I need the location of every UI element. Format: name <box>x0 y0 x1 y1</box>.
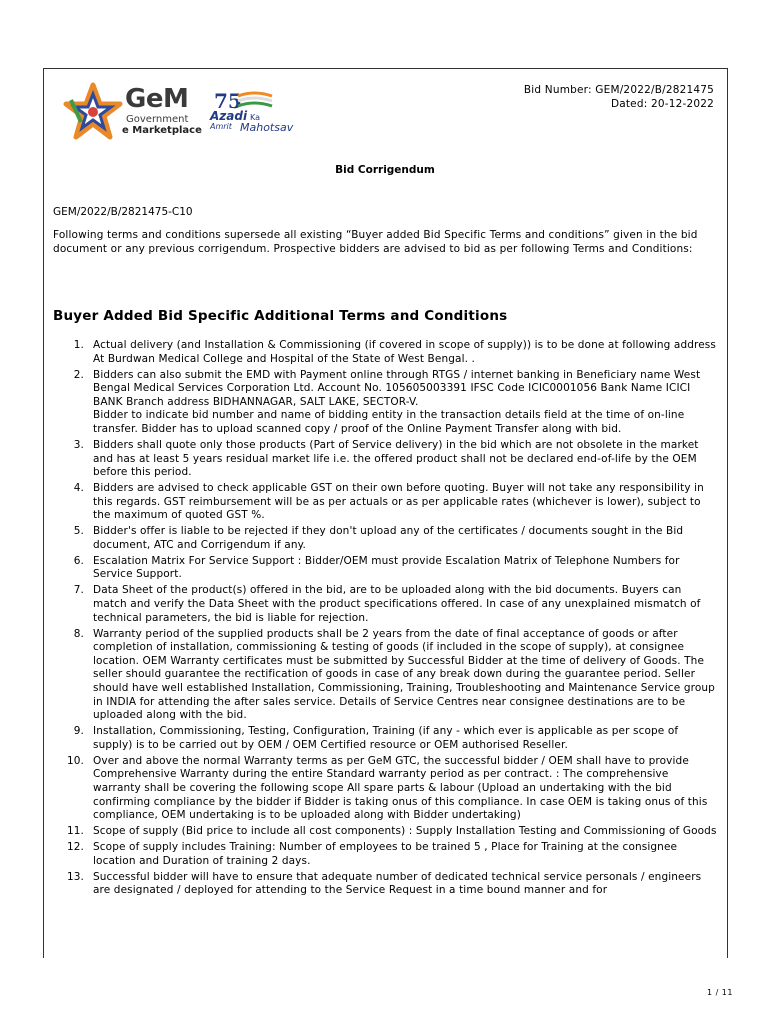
mahotsav-text: Mahotsav <box>240 121 294 134</box>
gem-logo-title: GeM <box>125 84 189 114</box>
term-text: Bidder's offer is liable to be rejected if they don't upload any of the certificates / documents sought in the Bid document, ATC and Corrigendum if any. <box>93 525 684 551</box>
azadi-ka-amrit-mahotsav-logo <box>210 90 320 138</box>
bid-header <box>524 83 714 111</box>
bid-date: Dated: 20-12-2022 <box>610 98 714 110</box>
term-number: 10. <box>66 754 84 767</box>
term-item <box>53 555 717 582</box>
gem-star-icon <box>63 82 123 142</box>
term-item <box>53 369 717 437</box>
term-item <box>53 628 717 723</box>
term-item <box>53 439 717 480</box>
term-text: Actual delivery (and Installation & Commissioning (if covered in scope of supply)) is to be done at following address At Burdwan Medical College and Hospital of the State of West Bengal. . <box>93 339 716 365</box>
term-text: Bidders are advised to check applicable GST on their own before quoting. Buyer will not take any responsibility in this regards. GST reimbursement will be as per actuals or as per applicable rates (whichever is lower), subject to the maximum of quoted GST %. <box>93 482 704 522</box>
term-text: Escalation Matrix For Service Support : Bidder/OEM must provide Escalation Matrix of Telephone Numbers for Service Support. <box>93 554 680 581</box>
term-item <box>53 755 717 823</box>
azadi-text: Azadi <box>210 109 248 123</box>
document-title: Bid Corrigendum <box>335 164 435 176</box>
term-text: Bidders can also submit the EMD with Payment online through RTGS / internet banking in Beneficiary name West Bengal Medical Services Corporation Ltd. Account No. 105605003391 IFSC Code ICIC0001056 Bank Name ICICI BANK Branch address BIDHANNAGAR, SALT LAKE, SECTOR-V. Bidder to indicate bid number and name of bidding entity in the transaction details field at the time of on-line transfer. Bidder has to upload scanned copy / proof of the Online Payment Transfer along with bid. <box>93 368 701 435</box>
gem-logo-line1: Government <box>126 114 189 125</box>
terms-list <box>53 339 717 900</box>
term-number: 2. <box>73 368 84 381</box>
term-text: Scope of supply (Bid price to include all cost components) : Supply Installation Testing and Commissioning of Goods <box>93 825 717 838</box>
amrit-text: Amrit <box>210 122 232 131</box>
corrigendum-reference: GEM/2022/B/2821475-C10 <box>53 206 193 218</box>
term-item <box>53 841 717 868</box>
term-number: 12. <box>66 841 84 854</box>
term-item <box>53 339 717 366</box>
term-number: 9. <box>73 725 84 738</box>
term-number: 11. <box>66 825 84 838</box>
term-text: Successful bidder will have to ensure that adequate number of dedicated technical service personals / engineers are designated / deployed for attending to the Service Request in a time bound manner and for <box>93 870 702 897</box>
gem-logo <box>63 82 203 142</box>
term-text: Scope of supply includes Training: Number of employees to be trained 5 , Place for Training at the consignee location and Duration of training 2 days. <box>93 841 678 867</box>
term-text: Over and above the normal Warranty terms as per GeM GTC, the successful bidder / OEM shall have to provide Comprehensive Warranty during the entire Standard warranty period as per contract. : The comprehensive warranty shall be covering the following scope All spare parts & labour (Upload an undertaking with the bid confirming compliance by the bidder if Bidder is taking onus of this compliance. In case OEM is taking onus of this compliance, OEM undertaking is to be uploaded along with Bidder undertaking) <box>93 754 708 822</box>
term-text: Warranty period of the supplied products shall be 2 years from the date of final acceptance of goods or after completion of installation, commissioning & testing of goods (if included in the scope of supply), at consignee location. OEM Warranty certificates must be submitted by Successful Bidder at the time of delivery of Goods. The seller should guarantee the rectification of goods in case of any break down during the guarantee period. Seller should have well established Installation, Commissioning, Training, Troubleshooting and Maintenance Service group in INDIA for attending the after sales service. Details of Service Centres near consignee destinations are to be uploaded along with the bid. <box>93 627 715 722</box>
term-text: Data Sheet of the product(s) offered in the bid, are to be uploaded along with the bid documents. Buyers can match and verify the Data Sheet with the product specifications offered. In case of any unexplained mismatch of technical parameters, the bid is liable for rejection. <box>93 584 701 624</box>
term-item <box>53 525 717 552</box>
term-number: 5. <box>73 525 84 538</box>
term-item <box>53 825 717 839</box>
intro-paragraph: Following terms and conditions supersede all existing “Buyer added Bid Specific Terms and conditions” given in the bid document or any previous corrigendum. Prospective bidders are advised to bid as per following Terms and Conditions: <box>53 229 698 255</box>
gem-logo-line2: e Marketplace <box>122 125 202 136</box>
term-item <box>53 482 717 523</box>
ka-text: Ka <box>250 113 261 122</box>
term-number: 7. <box>73 584 84 597</box>
term-number: 13. <box>66 870 84 883</box>
svg-text:75: 75 <box>214 90 242 112</box>
page-number: 1 / 11 <box>706 988 733 997</box>
term-item <box>53 871 717 898</box>
term-number: 1. <box>73 339 84 351</box>
term-number: 6. <box>73 554 84 567</box>
term-number: 3. <box>73 438 84 451</box>
term-number: 8. <box>73 627 84 640</box>
term-text: Bidders shall quote only those products (Part of Service delivery) in the bid which are not obsolete in the market and has at least 5 years residual market life i.e. the offered product shall not be declared end-of-life by the OEM before this period. <box>93 438 699 479</box>
term-item <box>53 725 717 752</box>
term-text: Installation, Commissioning, Testing, Configuration, Training (if any - which ever is applicable as per scope of supply) is to be carried out by OEM / OEM Certified resource or OEM authorised Reseller. <box>93 725 679 751</box>
section-heading: Buyer Added Bid Specific Additional Terms and Conditions <box>53 308 508 324</box>
term-number: 4. <box>73 482 84 495</box>
term-item <box>53 584 717 625</box>
bid-number: Bid Number: GEM/2022/B/2821475 <box>523 84 714 96</box>
